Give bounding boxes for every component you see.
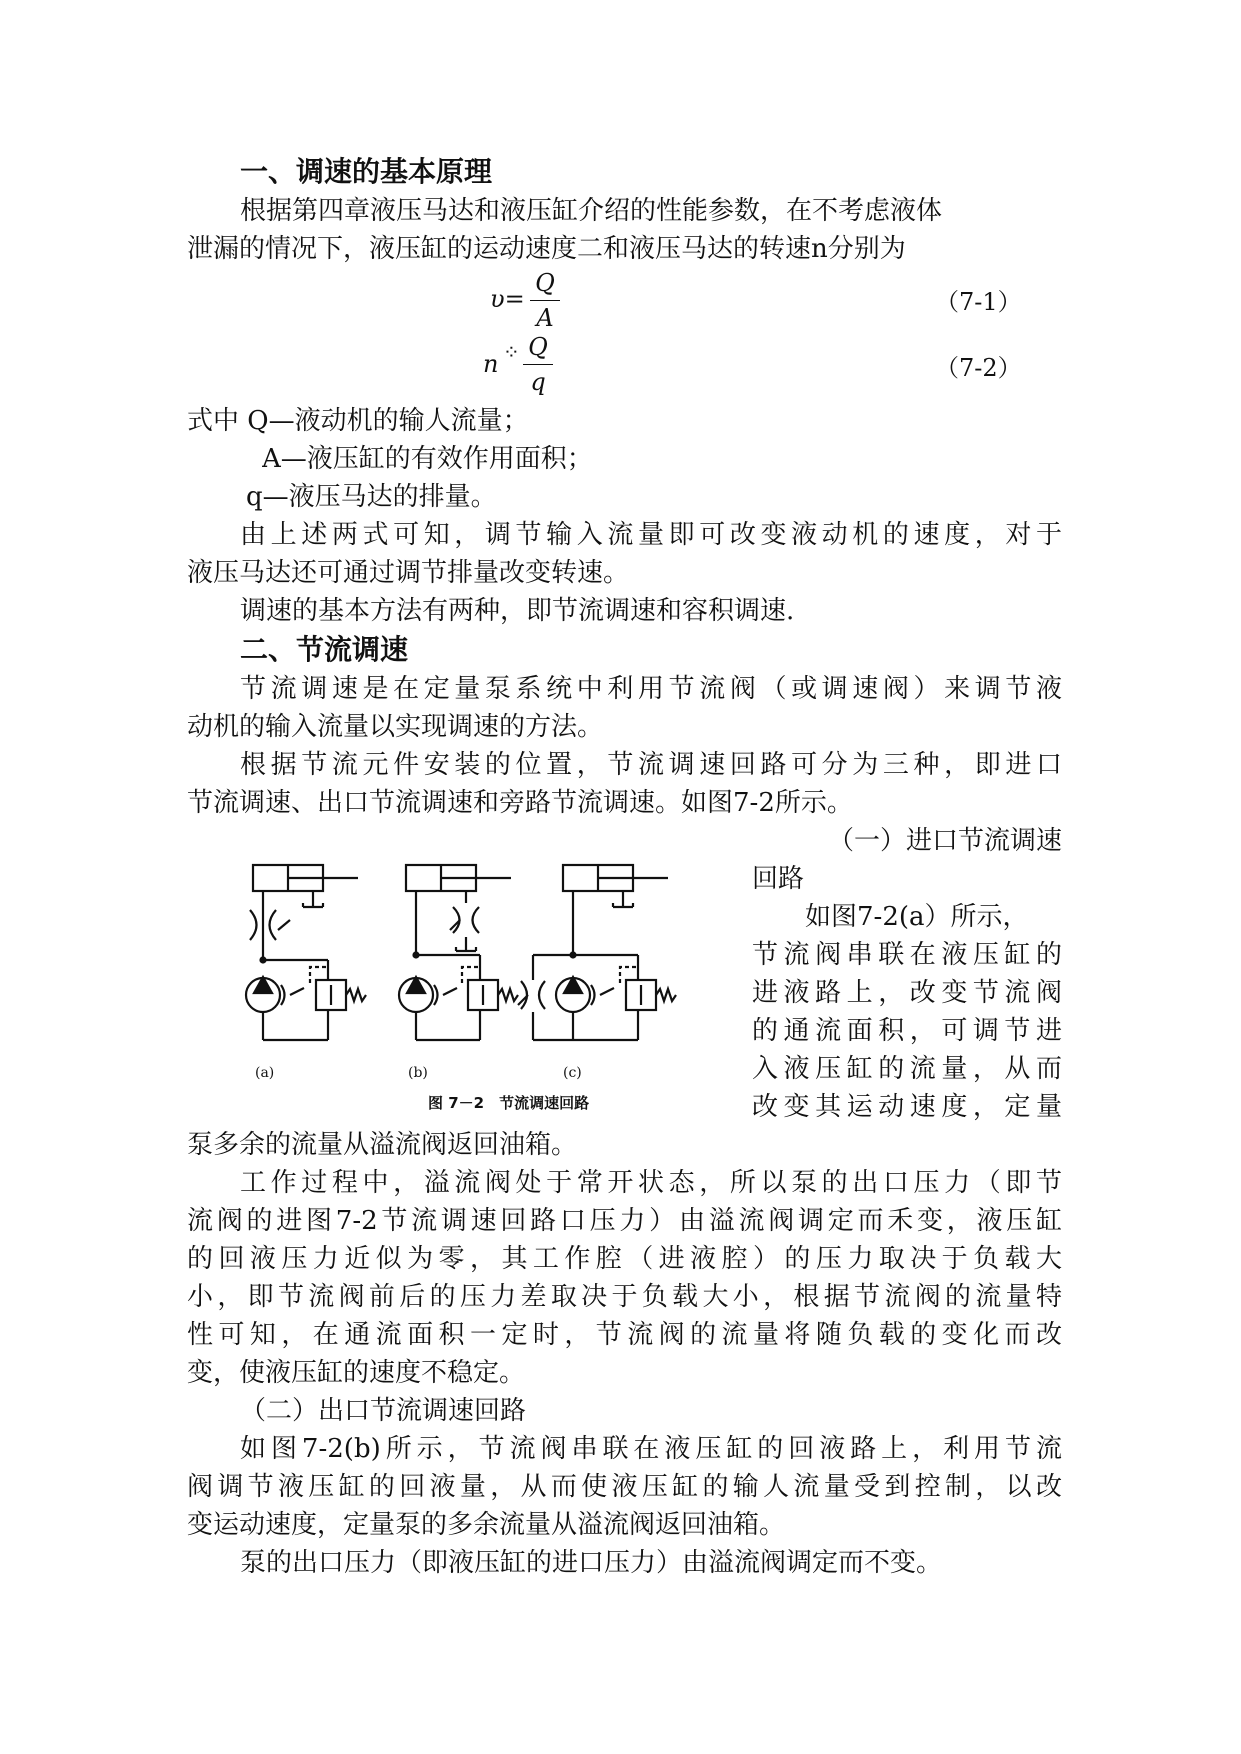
section2-para2-line-1: 根据节流元件安装的位置，节流调速回路可分为三种，即进口 — [240, 750, 1062, 780]
definition-q: 式中 Q—液动机的输人流量； — [187, 406, 529, 436]
work-para-line-2: 流阀的进图7-2节流调速回路口压力）由溢流阀调定而禾变，液压缸 — [187, 1206, 1062, 1236]
sub1-title-line-2: 回路 — [752, 864, 805, 894]
work-para-line-6: 变，使液压缸的速度不稳定。 — [187, 1358, 526, 1388]
sub1-text-line-6: 改变其运动速度，定量 — [752, 1092, 1062, 1122]
formula1-number: （7-1） — [935, 288, 1022, 316]
formula2-denominator: q — [530, 368, 546, 396]
figure-caption: 图 7－2 节流调速回路 — [428, 1094, 590, 1112]
section2-para2-line-2: 节流调速、出口节流调速和旁路节流调速。如图7-2所示。 — [187, 788, 853, 818]
sub2-line-1: 如图7-2(b)所示，节流阀串联在液压缸的回液路上，利用节流 — [240, 1434, 1062, 1464]
section1-para3: 调速的基本方法有两种，即节流调速和容积调速. — [240, 596, 795, 626]
section1-title: 一、调速的基本原理 — [240, 155, 493, 188]
work-para-line-3: 的回液压力近似为零，其工作腔（进液腔）的压力取决于负载大 — [187, 1244, 1062, 1274]
sub1-text-line-3: 进液路上，改变节流阀 — [752, 978, 1062, 1008]
work-para-line-5: 性可知，在通流面积一定时，节流阀的流量将随负载的变化而改 — [187, 1320, 1062, 1350]
formula1-denominator: A — [536, 304, 554, 332]
last-line: 泵的出口压力（即液压缸的进口压力）由溢流阀调定而不变。 — [240, 1548, 943, 1578]
sub1-text-line-1: 如图7-2(a）所示， — [805, 902, 1029, 932]
section2-title: 二、节流调速 — [240, 633, 409, 666]
formula1-fraction — [530, 268, 560, 333]
section2-para1-line-1: 节流调速是在定量泵系统中利用节流阀（或调速阀）来调节液 — [240, 674, 1062, 704]
figure-label-b: (b) — [408, 1065, 428, 1081]
sub2-line-2: 阀调节液压缸的回液量，从而使液压缸的输人流量受到控制，以改 — [187, 1472, 1062, 1502]
section1-line-1: 根据第四章液压马达和液压缸介绍的性能参数，在不考虑液体 — [240, 196, 943, 226]
sub1-text-line-5: 入液压缸的流量，从而 — [752, 1054, 1062, 1084]
formula2-lhs: n — [483, 350, 499, 378]
fraction-bar — [530, 300, 560, 301]
throttle-right-arc-a — [270, 910, 277, 940]
sub2-title: （二）出口节流调速回路 — [240, 1396, 527, 1426]
section2-para1-line-2: 动机的输入流量以实现调速的方法。 — [187, 712, 604, 742]
throttle-left-arc-a — [250, 910, 257, 940]
figure-label-c: (c) — [563, 1065, 582, 1081]
work-para-line-4: 小，即节流阀前后的压力差取决于负载大小，根据节流阀的流量特 — [187, 1282, 1062, 1312]
circuit-a — [246, 865, 366, 1040]
circuit-b — [399, 865, 518, 1040]
formula1-numerator: Q — [535, 269, 555, 297]
sub1-text-line-4: 的通流面积，可调节进 — [752, 1016, 1062, 1046]
sub1-title-line-1: （一）进口节流调速 — [827, 826, 1062, 856]
section1-para2-line-1: 由上述两式可知，调节输入流量即可改变液动机的速度，对于 — [240, 520, 1062, 550]
formula2-operator: ⁘ — [503, 340, 520, 364]
formula2-numerator: Q — [528, 333, 548, 361]
formula1-lhs: υ= — [490, 285, 525, 313]
sub1-text-line-2: 节流阀串联在液压缸的 — [752, 940, 1062, 970]
definition-a: A—液压缸的有效作用面积； — [262, 444, 593, 474]
fraction-bar — [523, 364, 553, 365]
work-para-line-1: 工作过程中，溢流阀处于常开状态，所以泵的出口压力（即节 — [240, 1168, 1062, 1198]
definition-q-small: q—液压马达的排量。 — [246, 482, 497, 512]
formula2-fraction — [523, 332, 553, 397]
figure-7-2 — [228, 855, 708, 1115]
section1-para2-line-2: 液压马达还可通过调节排量改变转速。 — [187, 558, 630, 588]
sub1-continue: 泵多余的流量从溢流阀返回油箱。 — [187, 1130, 578, 1160]
formula2-number: （7-2） — [935, 354, 1022, 382]
sub2-line-3: 变运动速度，定量泵的多余流量从溢流阀返回油箱。 — [187, 1510, 786, 1540]
circuit-c — [518, 865, 676, 1040]
throttle-circuit-diagram — [228, 855, 708, 1095]
section1-line-2: 泄漏的情况下，液压缸的运动速度二和液压马达的转速n分别为 — [187, 234, 906, 264]
figure-label-a: (a) — [255, 1065, 275, 1081]
